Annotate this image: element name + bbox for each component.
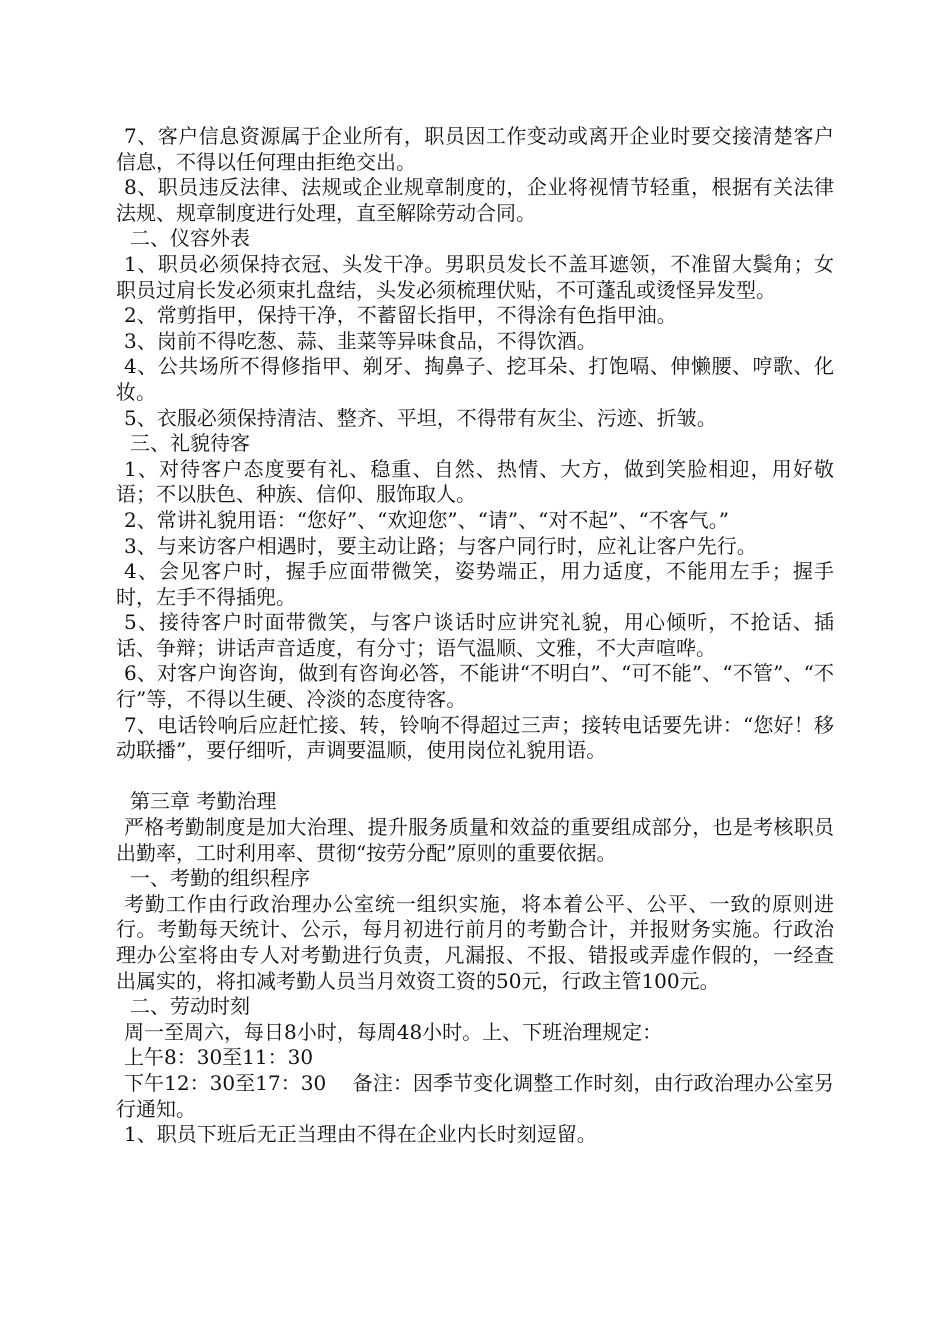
appearance-item-2: 2、常剪指甲，保持干净，不蓄留长指甲，不得涂有色指甲油。	[124, 303, 677, 328]
section-heading-courtesy: 三、礼貌待客	[130, 431, 250, 456]
courtesy-item-1: 1、对待客户态度要有礼、稳重、自然、热情、大方，做到笑脸相迎，用好敬语；不以肤色、种族、信仰、服饰取人。	[116, 456, 834, 507]
appearance-item-5: 5、衣服必须保持清洁、整齐、平坦，不得带有灰尘、污迹、折皱。	[124, 405, 717, 430]
section-heading-attendance-procedure: 一、考勤的组织程序	[130, 866, 310, 891]
chapter-title: 第三章 考勤治理	[130, 789, 277, 814]
appearance-item-3: 3、岗前不得吃葱、蒜、韭菜等异味食品，不得饮酒。	[124, 328, 597, 353]
courtesy-item-5: 5、接待客户时面带微笑，与客户谈话时应讲究礼貌，用心倾听，不抢话、插话、争辩；讲话声音适度，有分寸；语气温顺、文雅，不大声喧哗。	[116, 610, 834, 660]
courtesy-item-4: 4、会见客户时，握手应面带微笑，姿势端正，用力适度，不能用左手；握手时，左手不得插兜。	[116, 559, 834, 609]
chapter-intro: 严格考勤制度是加大治理、提升服务质量和效益的重要组成部分，也是考核职员出勤率，工时利用率、贯彻“按劳分配”原则的重要依据。	[116, 815, 834, 865]
appearance-item-1: 1、职员必须保持衣冠、头发干净。男职员发长不盖耳遮领，不准留大鬓角；女职员过肩长发必须束扎盘结，头发必须梳理伏贴，不可蓬乱或烫怪异发型。	[116, 251, 834, 302]
work-hours-rule-1: 1、职员下班后无正当理由不得在企业内长时刻逗留。	[124, 1122, 597, 1147]
rule-8-violations: 8、职员违反法律、法规或企业规章制度的，企业将视情节轻重，根据有关法律法规、规章制度进行处理，直至解除劳动合同。	[116, 175, 834, 225]
courtesy-item-3: 3、与来访客户相遇时，要主动让路；与客户同行时，应礼让客户先行。	[124, 533, 757, 558]
morning-hours: 上午8：30至11：30	[124, 1045, 314, 1070]
appearance-item-4: 4、公共场所不得修指甲、剃牙、掏鼻子、挖耳朵、打饱嗝、伸懒腰、哼歌、化妆。	[116, 354, 834, 404]
afternoon-hours-note: 下午12：30至17：30 备注：因季节变化调整工作时刻，由行政治理办公室另行通知。	[116, 1070, 834, 1121]
blank-line	[116, 764, 834, 790]
rule-7-customer-info: 7、客户信息资源属于企业所有，职员因工作变动或离开企业时要交接清楚客户信息，不得以任何理由拒绝交出。	[116, 124, 834, 174]
courtesy-item-2: 2、常讲礼貌用语：“您好”、“欢迎您”、“请”、“对不起”、“不客气。”	[124, 507, 729, 532]
section-heading-work-hours: 二、劳动时刻	[130, 994, 250, 1019]
section-heading-appearance: 二、仪容外表	[130, 226, 250, 251]
courtesy-item-6: 6、对客户询咨询，做到有咨询必答，不能讲“不明白”、“可不能”、“不管”、“不行”等，不得以生硬、冷淡的态度待客。	[116, 661, 834, 712]
document-page	[116, 124, 834, 1148]
work-hours-summary: 周一至周六，每日8小时，每周48小时。上、下班治理规定：	[124, 1019, 663, 1044]
courtesy-item-7: 7、电话铃响后应赶忙接、转，铃响不得超过三声；接转电话要先讲：“您好！移动联播”，要仔细听，声调要温顺，使用岗位礼貌用语。	[116, 712, 834, 763]
attendance-procedure-text: 考勤工作由行政治理办公室统一组织实施，将本着公平、公平、一致的原则进行。考勤每天统计、公示，每月初进行前月的考勤合计，并报财务实施。行政治理办公室将由专人对考勤进行负责，凡漏报、不报、错报或弄虚作假的，一经查出属实的，将扣减考勤人员当月效资工资的50元，行政主管100元。	[116, 891, 834, 993]
